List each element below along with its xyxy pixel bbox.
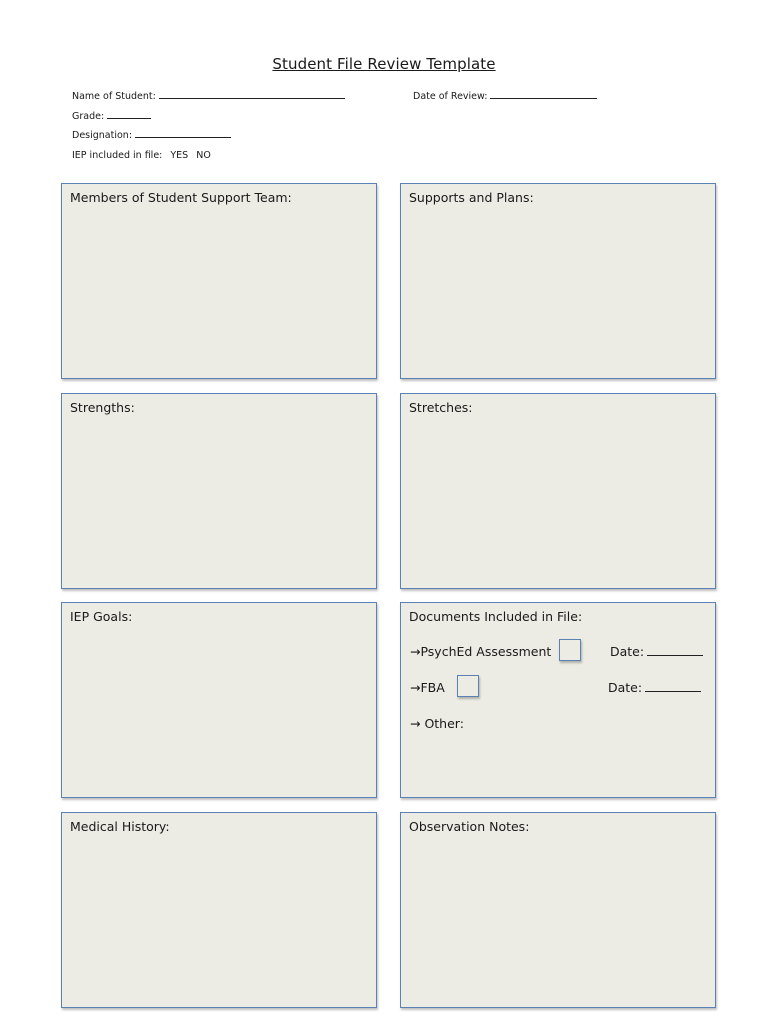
date-of-review-line[interactable]	[490, 97, 597, 99]
grade-line[interactable]	[107, 117, 151, 119]
supports-plans-title: Supports and Plans:	[409, 190, 534, 205]
date-of-review-field[interactable]	[413, 91, 597, 102]
fba-label: →FBA	[410, 680, 445, 695]
iep-included-field	[72, 150, 211, 161]
documents-title: Documents Included in File:	[409, 609, 583, 624]
iep-included-label: IEP included in file:	[72, 150, 163, 161]
grade-field[interactable]	[72, 111, 151, 122]
iep-yes-option[interactable]: YES	[170, 150, 189, 161]
observation-notes-box[interactable]	[400, 812, 716, 1008]
iep-goals-title: IEP Goals:	[70, 609, 133, 624]
student-name-line[interactable]	[159, 97, 345, 99]
designation-label: Designation:	[72, 130, 133, 141]
other-label: → Other:	[410, 716, 464, 731]
stretches-box[interactable]	[400, 393, 716, 589]
student-name-label: Name of Student:	[72, 91, 156, 102]
date-of-review-label: Date of Review:	[413, 91, 488, 102]
medical-history-title: Medical History:	[70, 819, 170, 834]
student-name-field[interactable]	[72, 91, 345, 102]
designation-line[interactable]	[135, 136, 231, 138]
iep-goals-box[interactable]	[61, 602, 377, 798]
fba-checkbox[interactable]	[457, 675, 479, 697]
supports-plans-box[interactable]	[400, 183, 716, 379]
page-title: Student File Review Template	[272, 55, 496, 73]
psych-date-field[interactable]	[610, 644, 703, 659]
psych-assessment-checkbox[interactable]	[559, 639, 581, 661]
fba-date-line[interactable]	[645, 690, 701, 692]
grade-label: Grade:	[72, 111, 105, 122]
observation-notes-title: Observation Notes:	[409, 819, 530, 834]
psych-date-label: Date:	[610, 644, 645, 659]
support-team-title: Members of Student Support Team:	[70, 190, 292, 205]
fba-date-field[interactable]	[608, 680, 701, 695]
psych-date-line[interactable]	[647, 654, 703, 656]
stretches-title: Stretches:	[409, 400, 473, 415]
strengths-title: Strengths:	[70, 400, 135, 415]
designation-field[interactable]	[72, 130, 231, 141]
fba-date-label: Date:	[608, 680, 643, 695]
strengths-box[interactable]	[61, 393, 377, 589]
psych-assessment-label: →PsychEd Assessment	[410, 644, 552, 659]
support-team-box[interactable]	[61, 183, 377, 379]
medical-history-box[interactable]	[61, 812, 377, 1008]
iep-no-option[interactable]: NO	[196, 150, 211, 161]
documents-box	[400, 602, 716, 798]
